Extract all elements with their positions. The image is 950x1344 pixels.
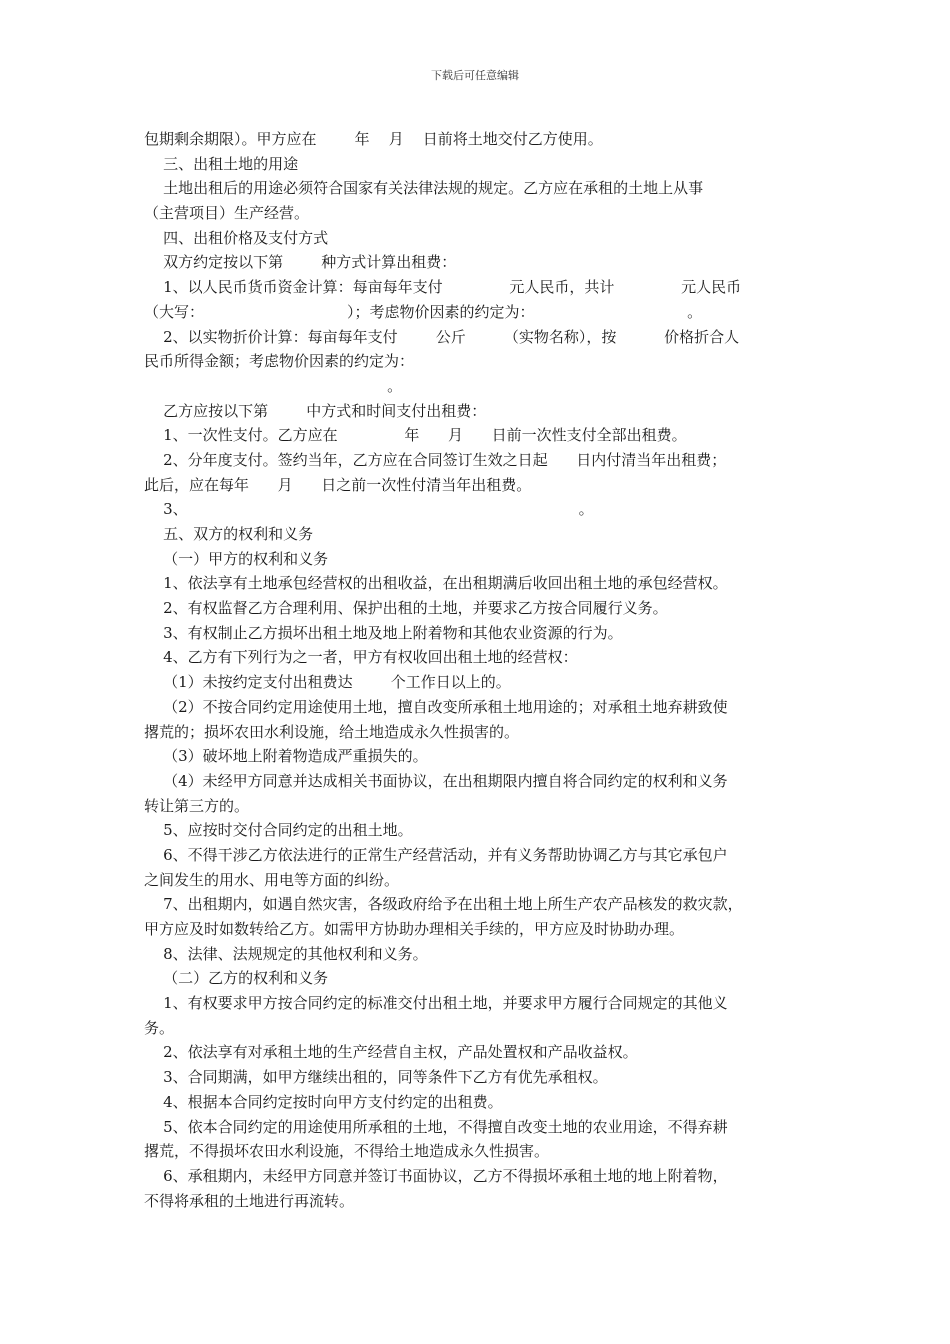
text-line: 之间发生的用水、用电等方面的纠纷。 xyxy=(144,870,400,889)
text-line: 三、出租土地的用途 xyxy=(144,154,299,173)
text-line: 转让第三方的。 xyxy=(144,796,250,815)
text-line: 包期剩余期限）。甲方应在 年 月 日前将土地交付乙方使用。 xyxy=(144,130,603,148)
text-line: 1、一次性支付。乙方应在 年 月 日前一次性支付全部出租费。 xyxy=(144,426,687,445)
text-line: 2、有权监督乙方合理利用、保护出租的土地，并要求乙方按合同履行义务。 xyxy=(144,599,668,618)
text-line: （主营项目）生产经营。 xyxy=(144,204,310,223)
text-line: 3、合同期满，如甲方继续出租的，同等条件下乙方有优先承租权。 xyxy=(144,1068,608,1087)
text-line: 不得将承租的土地进行再流转。 xyxy=(144,1191,355,1210)
text-line: 此后，应在每年 月 日之前一次性付清当年出租费。 xyxy=(144,475,532,494)
text-line: 6、不得干涉乙方依法进行的正常生产经营活动，并有义务帮助协调乙方与其它承包户 xyxy=(144,845,728,864)
text-line: 五、双方的权利和义务 xyxy=(144,525,314,543)
text-line: 4、乙方有下列行为之一者，甲方有权收回出租土地的经营权： xyxy=(144,648,578,667)
text-line: 1、有权要求甲方按合同约定的标准交付出租土地，并要求甲方履行合同规定的其他义 xyxy=(144,994,728,1013)
text-line: 撂荒，不得损坏农田水利设施，不得给土地造成永久性损害。 xyxy=(144,1142,550,1161)
text-line: 2、依法享有对承租土地的生产经营自主权，产品处置权和产品收益权。 xyxy=(144,1043,638,1062)
text-line: 7、出租期内，如遇自然灾害，各级政府给予在出租土地上所生产农产品核发的救灾款， xyxy=(144,895,743,914)
text-line: 3、有权制止乙方损坏出租土地及地上附着物和其他农业资源的行为。 xyxy=(144,623,623,642)
text-line: （大写： ）；考虑物价因素的约定为： 。 xyxy=(144,302,703,321)
text-line: 1、以人民币货币资金计算：每亩每年支付 元人民币，共计 元人民币 xyxy=(144,278,742,297)
text-line: 务。 xyxy=(144,1018,175,1037)
document-body xyxy=(144,127,816,1213)
text-line: 撂荒的；损坏农田水利设施，给土地造成永久性损害的。 xyxy=(144,722,520,741)
text-line: 5、依本合同约定的用途使用所承租的土地，不得擅自改变土地的农业用途，不得弃耕 xyxy=(144,1117,728,1136)
text-line: 3、 。 xyxy=(144,500,594,519)
text-line: （二）乙方的权利和义务 xyxy=(144,969,329,988)
text-line: 乙方应按以下第 中方式和时间支付出租费： xyxy=(144,401,487,420)
text-line: 四、出租价格及支付方式 xyxy=(144,228,329,247)
text-line: 1、依法享有土地承包经营权的出租收益，在出租期满后收回出租土地的承包经营权。 xyxy=(144,574,728,593)
page-header: 下载后可任意编辑 xyxy=(431,69,519,82)
text-line: 土地出租后的用途必须符合国家有关法律法规的规定。乙方应在承租的土地上从事 xyxy=(144,179,704,198)
text-line: （一）甲方的权利和义务 xyxy=(144,549,329,568)
text-line: 。 xyxy=(144,376,403,395)
text-line: （1）未按约定支付出租费达 个工作日以上的。 xyxy=(144,673,511,692)
text-line: 2、分年度支付。签约当年，乙方应在合同签订生效之日起 日内付清当年出租费； xyxy=(144,450,727,469)
text-line: 6、承租期内，未经甲方同意并签订书面协议，乙方不得损坏承租土地的地上附着物， xyxy=(144,1166,728,1185)
text-line: 双方约定按以下第 种方式计算出租费： xyxy=(144,253,457,272)
text-line: 甲方应及时如数转给乙方。如需甲方协助办理相关手续的，甲方应及时协助办理。 xyxy=(144,920,685,938)
text-line: （4）未经甲方同意并达成相关书面协议，在出租期限内擅自将合同约定的权利和义务 xyxy=(144,771,728,790)
text-line: 8、法律、法规规定的其他权利和义务。 xyxy=(144,944,428,963)
text-line: （3）破坏地上附着物造成严重损失的。 xyxy=(144,747,428,766)
text-line: 民币所得金额；考虑物价因素的约定为： xyxy=(144,352,415,371)
text-line: 4、根据本合同约定按时向甲方支付约定的出租费。 xyxy=(144,1092,503,1111)
text-line: （2）不按合同约定用途使用土地，擅自改变所承租土地用途的；对承租土地弃耕致使 xyxy=(144,697,728,716)
text-line: 5、应按时交付合同约定的出租土地。 xyxy=(144,821,413,840)
text-line: 2、以实物折价计算：每亩每年支付 公斤 （实物名称），按 价格折合人 xyxy=(144,327,740,346)
